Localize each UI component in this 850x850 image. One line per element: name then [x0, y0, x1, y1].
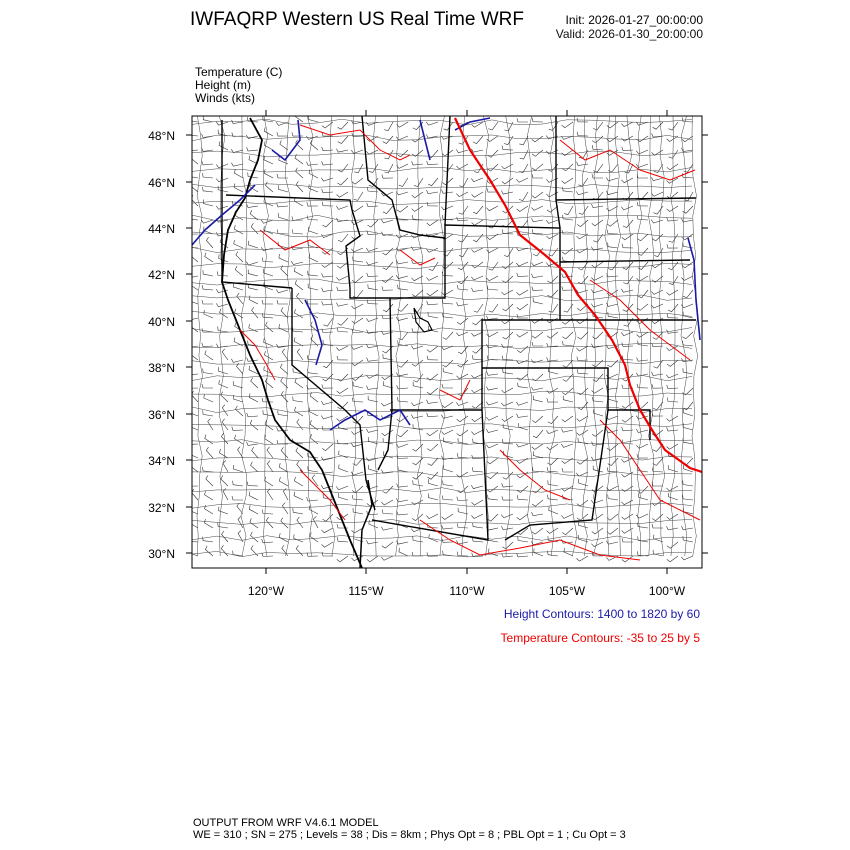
lat-tick-44: 44°N — [148, 222, 175, 236]
valid-time: Valid: 2026-01-30_20:00:00 — [555, 27, 703, 41]
lat-tick-38: 38°N — [148, 361, 175, 375]
lat-tick-46: 46°N — [148, 176, 175, 190]
model-info-line2: WE = 310 ; SN = 275 ; Levels = 38 ; Dis = 8km ; Phys Opt = 8 ; PBL Opt = 1 ; Cu Opt = 3 — [193, 829, 626, 841]
variable-temperature: Temperature (C) — [195, 65, 283, 79]
height-contours-label: Height Contours: 1400 to 1820 by 60 — [503, 607, 700, 621]
init-time: Init: 2026-01-27_00:00:00 — [565, 13, 703, 27]
lat-tick-30: 30°N — [148, 547, 175, 561]
lon-tick-120: 120°W — [247, 584, 285, 598]
model-info-line1: OUTPUT FROM WRF V4.6.1 MODEL — [193, 817, 379, 829]
temperature-contours-label: Temperature Contours: -35 to 25 by 5 — [500, 631, 700, 645]
lon-tick-115: 115°W — [348, 584, 384, 598]
lat-tick-32: 32°N — [148, 501, 175, 515]
lat-tick-40: 40°N — [148, 315, 175, 329]
variable-winds: Winds (kts) — [195, 91, 255, 105]
lon-tick-100: 100°W — [648, 584, 686, 598]
lat-tick-42: 42°N — [148, 268, 175, 282]
lon-tick-105: 105°W — [548, 584, 586, 598]
lon-tick-110: 110°W — [449, 584, 485, 598]
plot-title: IWFAQRP Western US Real Time WRF — [190, 9, 524, 30]
variable-height: Height (m) — [195, 78, 252, 92]
lat-tick-34: 34°N — [148, 454, 175, 468]
lat-tick-36: 36°N — [148, 408, 175, 422]
lat-tick-48: 48°N — [148, 129, 175, 143]
